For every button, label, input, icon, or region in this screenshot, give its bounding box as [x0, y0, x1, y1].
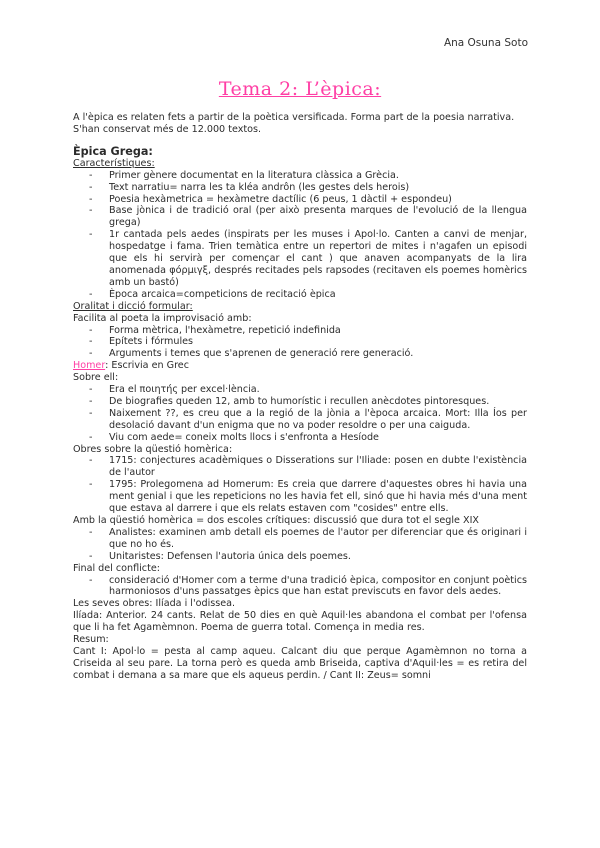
escoles-list [73, 527, 527, 563]
list-item: - consideració d'Homer com a terme d'una tradició èpica, compositor en conjunt poètics harmoniosos d'uns passatges èpics que han estat previscuts en favor dels aedes. [87, 575, 527, 599]
section-heading: Èpica Grega: [73, 144, 153, 158]
list-item: - De biografies queden 12, amb to humorístic i recullen anècdotes pintoresques. [87, 396, 527, 408]
homer-link[interactable]: Homer [73, 360, 106, 372]
list-item: - Analistes: examinen amb detall els poemes de l'autor per diferenciar que és originari i que no ho és. [87, 527, 527, 551]
closing-paragraph: Cant I: Apol·lo = pesta al camp aqueu. Calcant diu que perque Agamèmnon no torna a Criseida al seu pare. La torna però es queda amb Briseida, captiva d'Aquil·les = es retira del combat i demana a sa mare que els aqueus perdin. / Cant II: Zeus= somni [73, 645, 527, 681]
list-item: - Epítets i fórmules [87, 336, 527, 348]
list-item: - 1r cantada pels aedes (inspirats per les muses i Apol·lo. Canten a canvi de menjar, hospedatge i fama. Trien temàtica entre un repertori de mites i n'agafen un episodi que els hi servirà per començar el cant ) que anaven acompanyats de la lira anomenada φόρμιγξ, després recitades pels rapsodes (recitaven els poemes homèrics amb un bastó) [87, 229, 527, 289]
document-body [73, 112, 527, 682]
closing-paragraph: Ilíada: Anterior. 24 cants. Relat de 50 dies en què Aquil·les abandona el combat per l'ofensa que li ha fet Agamèmnon. Poema de guerra total. Comença in media res. [73, 610, 527, 634]
subheading-characteristics: Característiques: [73, 157, 155, 169]
list-item: - Època arcaica=competicions de recitació èpica [87, 289, 527, 301]
oralitat-intro: Facilita al poeta la improvisació amb: [73, 312, 252, 324]
intro-paragraph: S'han conservat més de 12.000 textos. [73, 123, 262, 135]
page-title: Tema 2: L’èpica: [218, 78, 382, 100]
list-item: - Era el ποιητής per excel·lència. [87, 384, 527, 396]
list-item: - Arguments i temes que s'aprenen de generació rere generació. [87, 348, 527, 360]
list-item: - Unitaristes: Defensen l'autoria única dels poemes. [87, 551, 527, 563]
list-item: - Primer gènere documentat en la literatura clàssica a Grècia. [87, 170, 527, 182]
final-label: Final del conflicte: [73, 562, 160, 574]
list-item: - 1795: Prolegomena ad Homerum: Es creia que darrere d'aquestes obres hi havia una ment genial i que les repeticions no les havia fet ell, sinó que hi havia més d'una ment que estava al darrere i que els relats estaven com "cosides" entre ells. [87, 479, 527, 515]
closing-paragraph: Resum: [73, 634, 109, 646]
sobre-list [73, 384, 527, 444]
escoles-label: Amb la qüestió homèrica = dos escoles crítiques: discussió que dura tot el segle XIX [73, 515, 479, 526]
author-name: Ana Osuna Soto [443, 37, 528, 49]
list-item: - 1715: conjectures acadèmiques o Disserations sur l'Iliade: posen en dubte l'existència de l'autor [87, 455, 527, 479]
list-item: - Poesia hexàmetrica = hexàmetre dactílic (6 peus, 1 dàctil + espondeu) [87, 194, 527, 206]
list-item: - Base jònica i de tradició oral (per això presenta marques de l'evolució de la llengua grega) [87, 205, 527, 229]
subheading-oralitat: Oralitat i dicció formular: [73, 300, 193, 312]
oralitat-list [73, 325, 527, 361]
closing-paragraph: Les seves obres: Ilíada i l'odissea. [73, 598, 236, 610]
list-item: - Viu com aede= coneix molts llocs i s'enfronta a Hesíode [87, 432, 527, 444]
homer-line [73, 360, 527, 372]
list-item: - Text narratiu= narra les ta kléa andrôn (les gestes dels herois) [87, 182, 527, 194]
homer-rest: : Escrivia en Grec [105, 360, 189, 372]
characteristics-list [73, 170, 527, 301]
sobre-label: Sobre ell: [73, 372, 119, 384]
intro-paragraph: A l'èpica es relaten fets a partir de la poètica versificada. Forma part de la poesia narrativa. [73, 112, 515, 123]
obres-label: Obres sobre la qüestió homèrica: [73, 443, 233, 455]
list-item: - Naixement ??, es creu que a la regió de la jònia a l'època arcaica. Mort: Illa Íos per desolació davant d'un enigma que no va poder resoldre o per una caiguda. [87, 408, 527, 432]
list-item: - Forma mètrica, l'hexàmetre, repetició indefinida [87, 325, 527, 337]
obres-list [73, 455, 527, 515]
final-list [73, 575, 527, 599]
